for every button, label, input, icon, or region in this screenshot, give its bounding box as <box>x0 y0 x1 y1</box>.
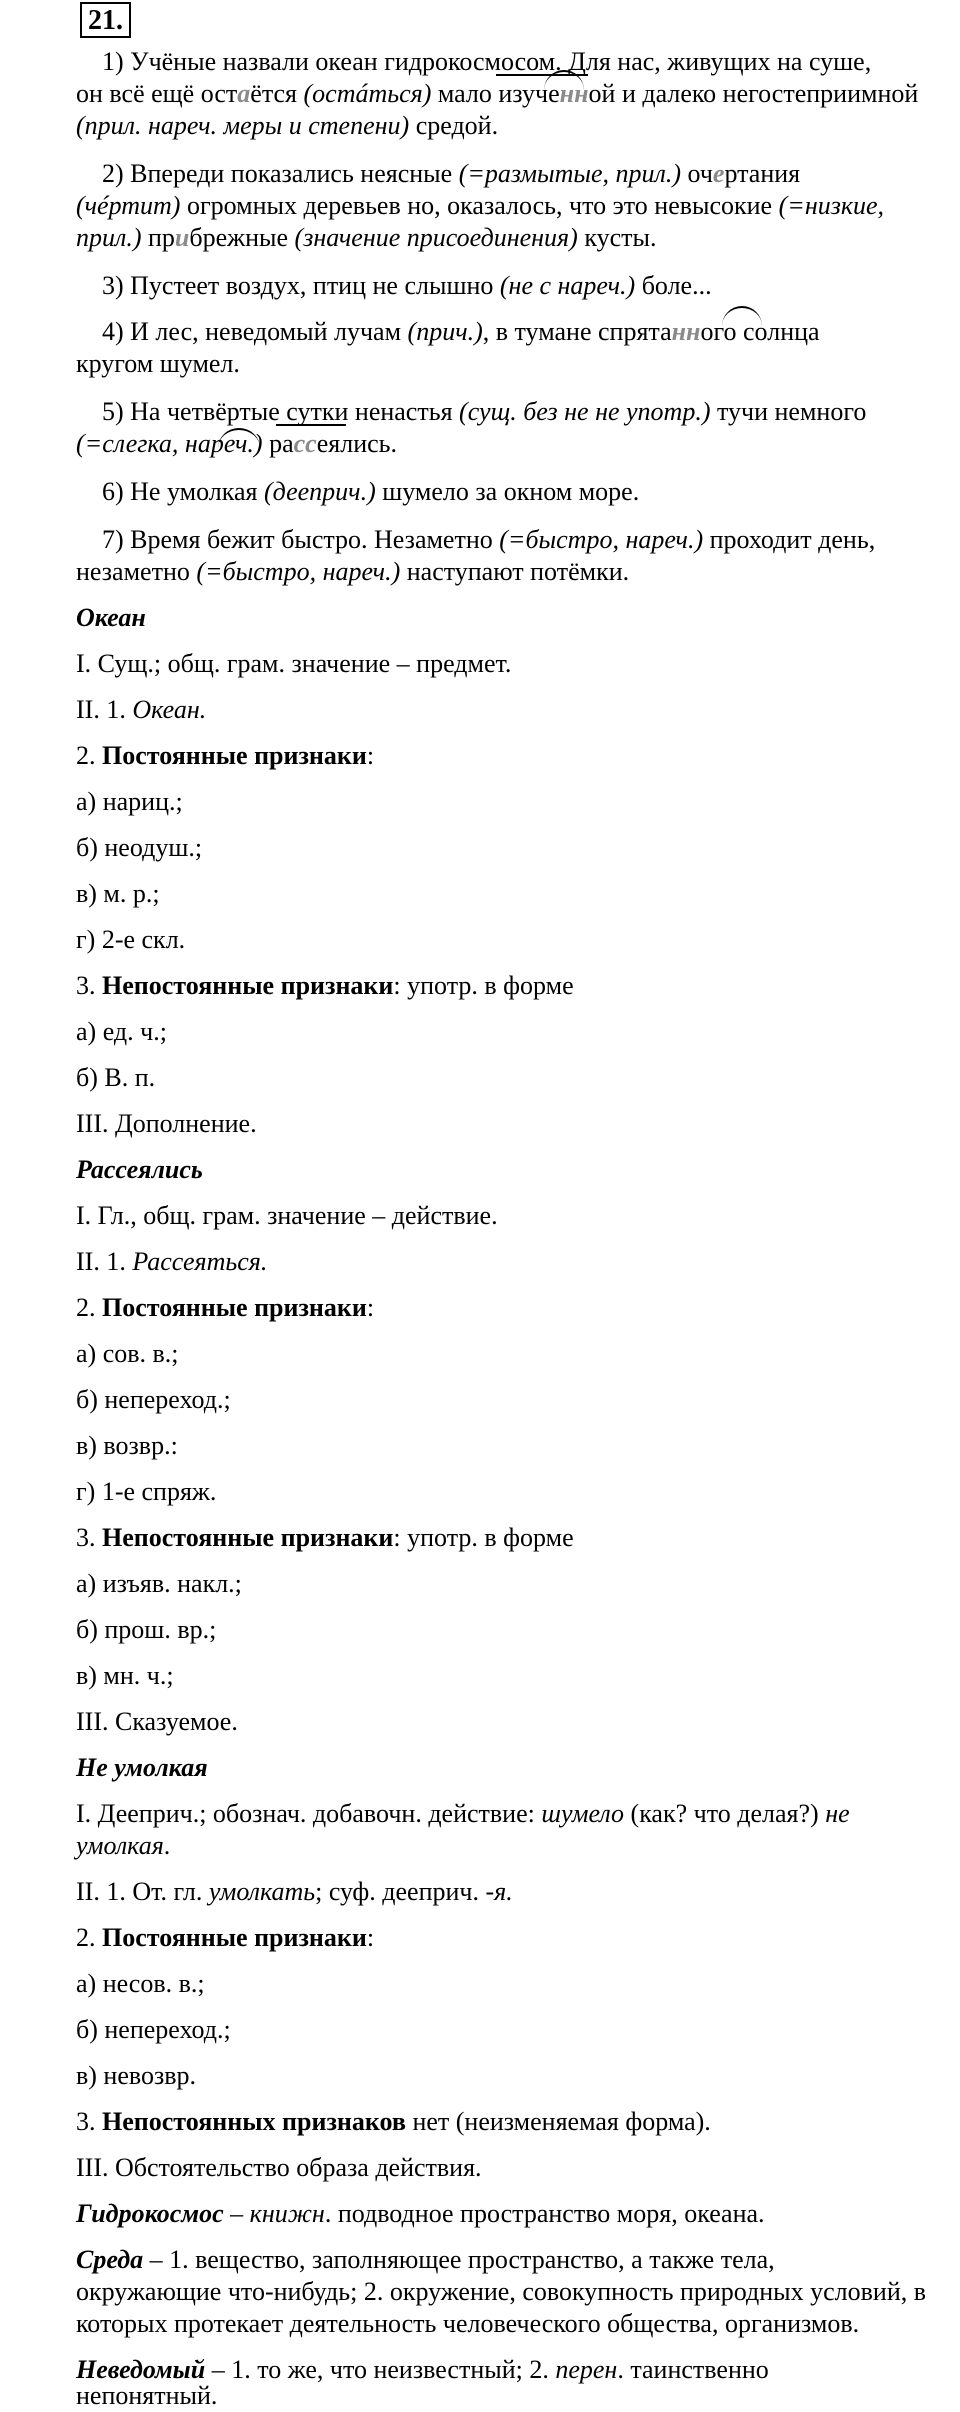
text: пр <box>141 223 175 252</box>
sentence-5-line-2 <box>76 428 397 460</box>
parse-heading-rasseyalis: Рассеялись <box>76 1155 203 1184</box>
text: ётся <box>250 79 304 108</box>
text: , в тумане спрята <box>482 317 672 346</box>
text: 2. <box>76 741 102 770</box>
parse-row: в) мн. ч.; <box>76 1661 174 1690</box>
dictionary-entry-gidrokosmos <box>76 2198 765 2230</box>
parse-row <box>76 1876 513 1908</box>
annotation: (=размытые, прил.) <box>458 159 682 188</box>
text: 2. <box>76 1923 102 1952</box>
parse-row: б) непереход.; <box>76 2015 231 2044</box>
highlight-letter: и <box>174 223 190 252</box>
section-label: Постоянные признаки <box>102 1923 367 1952</box>
sentence-3 <box>102 270 712 302</box>
parse-row: в) м. р.; <box>76 879 160 908</box>
parse-row: а) сов. в.; <box>76 1339 179 1368</box>
text: 3. <box>76 1523 102 1552</box>
text: I. Дееприч.; обознач. добавочн. действие: <box>76 1799 542 1828</box>
sentence-5-line-1 <box>102 396 866 428</box>
text: боле... <box>635 271 712 300</box>
text: 6) Не умолкая <box>102 477 264 506</box>
parse-row: в) невозвр. <box>76 2061 197 2090</box>
parse-row: в) возвр.: <box>76 1431 178 1460</box>
text: : <box>366 1923 375 1952</box>
sentence-1-line-2 <box>76 78 918 110</box>
annotation: (=слегка, нареч.) <box>76 429 263 458</box>
text: II. 1. От. гл. <box>76 1877 209 1906</box>
text: огромных деревьев но, оказалось, что это невысокие <box>180 191 779 220</box>
parse-row: III. Дополнение. <box>76 1109 257 1138</box>
word-form: умолкая <box>76 1831 164 1860</box>
sentence-4-line-2: кругом шумел. <box>76 349 240 378</box>
text: ой и далеко негостеприимной <box>588 79 919 108</box>
parse-row <box>76 1830 170 1862</box>
parse-row <box>76 1522 574 1554</box>
text: – 1. то же, что неизвестный; 2. <box>205 2355 556 2384</box>
parse-row <box>76 1292 374 1324</box>
text: ого солнца <box>700 317 820 346</box>
text: брежные <box>189 223 295 252</box>
highlight-letter: е <box>712 159 725 188</box>
text: незаметно <box>76 557 197 586</box>
annotation: (=быстро, нареч.) <box>196 557 401 586</box>
text: он всё ещё ост <box>76 79 238 108</box>
text: тучи немного <box>710 397 867 426</box>
annotation: (дееприч.) <box>263 477 376 506</box>
dictionary-entry-nevedomy-line-2: непонятный. <box>76 2381 218 2410</box>
text: : <box>366 1293 375 1322</box>
parse-row: III. Сказуемое. <box>76 1707 238 1736</box>
dictionary-entry-sreda-line-2: окружающие что-нибудь; 2. окружение, совокупность природных условий, в <box>76 2277 927 2306</box>
text: нет (неизменяемая форма). <box>405 2107 711 2136</box>
dictionary-entry-sreda <box>76 2244 775 2276</box>
sentence-1-line-3 <box>76 110 498 142</box>
parse-row: а) ед. ч.; <box>76 1017 167 1046</box>
parse-row: III. Обстоятельство образа действия. <box>76 2153 482 2182</box>
parse-row: г) 2-е скл. <box>76 925 186 954</box>
parse-row: б) непереход.; <box>76 1385 231 1414</box>
text: . подводное пространство моря, океана. <box>324 2199 765 2228</box>
text: II. 1. <box>76 1247 133 1276</box>
annotation: книжн <box>249 2199 325 2228</box>
text: 4) И лес, неведомый лучам <box>102 317 408 346</box>
headword: Среда <box>76 2245 144 2274</box>
section-label: Непостоянные признаки <box>102 1523 394 1552</box>
section-label: Непостоянные признаки <box>102 971 394 1000</box>
highlight-letter: а <box>237 79 251 108</box>
parse-row <box>76 970 574 1002</box>
word-form: умолкать <box>208 1877 316 1906</box>
dictionary-entry-sreda-line-3: которых протекает деятельность человеческого общества, организмов. <box>76 2309 860 2338</box>
parse-row <box>76 2106 711 2138</box>
parse-row <box>76 694 206 726</box>
text: 2. <box>76 1293 102 1322</box>
text: – <box>223 2199 250 2228</box>
word-form: не <box>825 1799 850 1828</box>
section-label: Постоянные признаки <box>102 741 367 770</box>
text: еялись. <box>316 429 398 458</box>
sentence-6 <box>102 476 639 508</box>
highlight-letters: сс <box>293 429 317 458</box>
parse-row: I. Сущ.; общ. грам. значение – предмет. <box>76 649 512 678</box>
text: 2) Впереди показались неясные <box>102 159 459 188</box>
annotation: перен <box>555 2355 618 2384</box>
parse-row: а) нариц.; <box>76 787 183 816</box>
parse-heading-okean: Океан <box>76 603 146 632</box>
headword: Гидрокосмос <box>76 2199 224 2228</box>
sentence-2-line-2 <box>76 190 884 222</box>
parse-row <box>76 740 374 772</box>
exercise-number: 21. <box>80 2 131 38</box>
highlight-letters: нн <box>559 79 589 108</box>
text: : <box>366 741 375 770</box>
text: мало изуче <box>431 79 560 108</box>
text: : употр. в форме <box>393 971 574 1000</box>
parse-row <box>76 1798 850 1830</box>
parse-row: I. Гл., общ. грам. значение – действие. <box>76 1201 498 1230</box>
parse-row: б) неодуш.; <box>76 833 203 862</box>
parse-row <box>76 1922 374 1954</box>
annotation: (прич.) <box>407 317 483 346</box>
annotation: (прил. нареч. меры и степени) <box>76 111 410 140</box>
annotation: (не с нареч.) <box>499 271 636 300</box>
annotation: (значение присоединения) <box>294 223 578 252</box>
text: наступают потёмки. <box>400 557 630 586</box>
text: 3. <box>76 971 102 1000</box>
stem-underline <box>276 424 346 426</box>
text: . таинственно <box>617 2355 769 2384</box>
parse-row: б) прош. вр.; <box>76 1615 217 1644</box>
sentence-1-line-1: 1) Учёные назвали океан гидрокосмосом. Для нас, живущих на суше, <box>102 47 872 76</box>
annotation: прил.) <box>76 223 142 252</box>
text: 7) Время бежит быстро. Незаметно <box>102 525 500 554</box>
text: шумело за окном море. <box>375 477 640 506</box>
text: II. 1. <box>76 695 133 724</box>
annotation: (=низкие, <box>778 191 885 220</box>
annotation: (=быстро, нареч.) <box>499 525 704 554</box>
parse-row: б) В. п. <box>76 1063 156 1092</box>
parse-heading-ne-umolkaya: Не умолкая <box>76 1753 208 1782</box>
text: 5) На четвёртые сутки ненастья <box>102 397 460 426</box>
headword: Неведомый <box>76 2355 206 2384</box>
text: – 1. вещество, заполняющее пространство, а также тела, <box>143 2245 775 2274</box>
sentence-2-line-3 <box>76 222 656 254</box>
text: ра <box>262 429 294 458</box>
text: ртания <box>724 159 801 188</box>
sentence-2-line-1 <box>102 158 800 190</box>
annotation: (остáться) <box>303 79 432 108</box>
word-form: шумело <box>541 1799 625 1828</box>
parse-row: г) 1-е спряж. <box>76 1477 217 1506</box>
text: проходит день, <box>703 525 876 554</box>
text: ; суф. дееприч. <box>315 1877 486 1906</box>
parse-row: а) несов. в.; <box>76 1969 205 1998</box>
sentence-7-line-1 <box>102 524 875 556</box>
sentence-7-line-2 <box>76 556 629 588</box>
highlight-letters: нн <box>671 317 701 346</box>
word-form: Рассеяться. <box>132 1247 268 1276</box>
text: (как? что делая?) <box>624 1799 826 1828</box>
text: . <box>163 1831 171 1860</box>
annotation: (сущ. без не не употр.) <box>459 397 711 426</box>
parse-row: а) изъяв. накл.; <box>76 1569 242 1598</box>
section-label: Непостоянных признаков <box>102 2107 406 2136</box>
word-form: Океан. <box>132 695 207 724</box>
text: оч <box>681 159 713 188</box>
text: 3) Пустеет воздух, птиц не слышно <box>102 271 500 300</box>
section-label: Постоянные признаки <box>102 1293 367 1322</box>
sentence-4-line-1 <box>102 316 820 348</box>
text: кусты. <box>577 223 657 252</box>
word-form: -я. <box>485 1877 513 1906</box>
text: : употр. в форме <box>393 1523 574 1552</box>
text: 3. <box>76 2107 102 2136</box>
text: средой. <box>409 111 499 140</box>
parse-row <box>76 1246 267 1278</box>
annotation: (чéртит) <box>76 191 181 220</box>
